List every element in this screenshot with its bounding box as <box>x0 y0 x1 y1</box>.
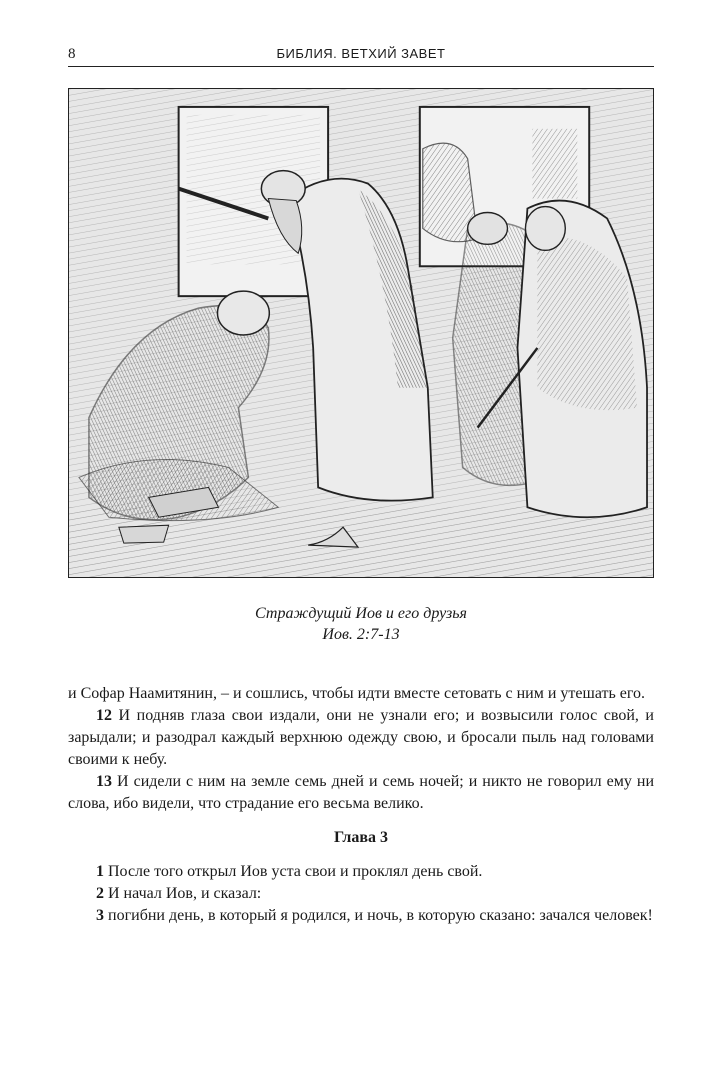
verse-text: И сидели с ним на земле семь дней и семь ночей; и никто не говорил ему ни слова, ибо видели, что страдание его весьма велико. <box>68 773 654 812</box>
figure-caption <box>68 603 654 645</box>
body-text <box>68 683 654 927</box>
verse-number: 1 <box>96 863 104 880</box>
verse-text: И подняв глаза свои издали, они не узнали его; и возвысили голос свой, и зарыдали; и разодрал каждый верхнюю одежду свою, и бросали пыль над головами своими к небу. <box>68 707 654 768</box>
paragraph-continuation <box>68 683 654 705</box>
chapter-heading: Глава 3 <box>334 829 388 846</box>
verse-13 <box>68 771 654 815</box>
running-title: БИБЛИЯ. ВЕТХИЙ ЗАВЕТ <box>276 46 446 61</box>
verse-number: 12 <box>96 707 112 724</box>
verse-12 <box>68 705 654 771</box>
chapter3-verse-3 <box>68 905 654 927</box>
verse-text: погибни день, в который я родился, и ночь, в которую сказано: зачался человек! <box>104 907 653 924</box>
chapter3-verse-2 <box>68 883 654 905</box>
caption-title: Страждущий Иов и его друзья <box>255 605 467 622</box>
engraving-illustration <box>68 88 654 578</box>
verse-text: И начал Иов, и сказал: <box>104 885 262 902</box>
chapter3-verse-1 <box>68 861 654 883</box>
verse-text: После того открыл Иов уста свои и проклял день свой. <box>104 863 483 880</box>
verse-number: 3 <box>96 907 104 924</box>
page-number: 8 <box>68 46 76 62</box>
page-header <box>68 40 654 67</box>
caption-reference: Иов. 2:7-13 <box>322 626 400 643</box>
verse-number: 13 <box>96 773 112 790</box>
continuation-text: и Софар Наамитянин, – и сошлись, чтобы идти вместе сетовать с ним и утешать его. <box>68 685 646 702</box>
verse-number: 2 <box>96 885 104 902</box>
engraving-job-and-friends-image <box>69 89 653 577</box>
